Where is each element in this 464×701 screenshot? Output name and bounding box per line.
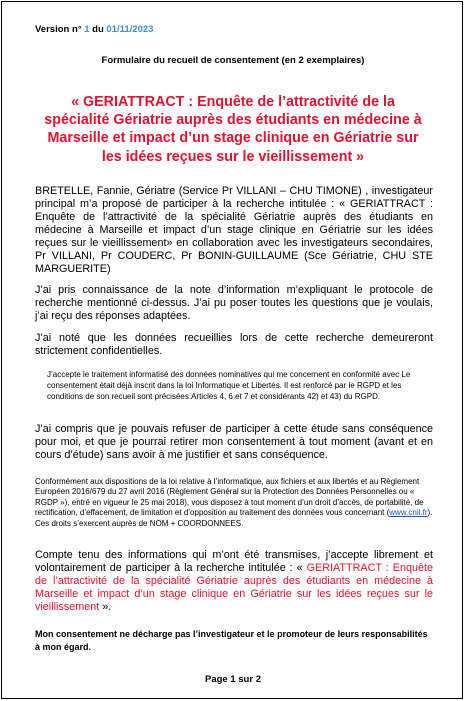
- version-number: 1: [84, 24, 90, 35]
- data-rights-note: [35, 477, 433, 529]
- confidentiality-paragraph: J’ai noté que les données recueillies lors de cette recherche demeureront strictement confidentielles.: [35, 332, 433, 357]
- knowledge-paragraph: J’ai pris connaissance de la note d’information m’expliquant le protocole de recherche mentionné ci-dessus. J’ai pu poser toutes les questions que je voulais, j’ai reçu des réponses adaptées.: [35, 284, 433, 322]
- acceptance-study-title: GERIATTRACT : Enquête de l’attractivité de la spécialité Gériatrie auprès des étudiants en médecine à Marseille et impact d’un stage clinique en Gériatrie sur les idées reçues sur le vieillissement: [35, 562, 433, 613]
- acceptance-text-after: ».: [102, 601, 112, 613]
- acceptance-text: Compte tenu des informations qui m’ont été transmises, j’accepte librement et volontairement de participer à la recherche intitulée : «: [35, 549, 433, 574]
- version-du: du: [92, 24, 104, 35]
- acceptance-paragraph: [35, 549, 433, 614]
- page-number: Page 1 sur 2: [205, 674, 261, 685]
- data-rights-text-after: ). Ces droits s’exercent auprès de NOM + COORDONNEES.: [35, 508, 433, 528]
- responsibility-paragraph: Mon consentement ne décharge pas l’investigateur et le promoteur de leurs responsabilités à mon égard.: [35, 629, 428, 652]
- intro-paragraph: BRETELLE, Fannie, Gériatre (Service Pr VILLANI – CHU TIMONE) , investigateur principal m’a proposé de participer à la recherche intitulée : « GERIATTRACT : Enquête de l’attractivité de la spécialité Gériatrie auprès des étudiants en médecine à Marseille et impact d’un stage clinique en Gériatrie sur les idées reçues sur le vieillissement» en collaboration avec les investigateurs secondaires, Pr VILLANI, Pr COUDERC, Pr BONIN-GUILLAUME (Sce Gériatrie, CHU STE MARGUERITE): [35, 185, 433, 275]
- cnil-link[interactable]: www.cnil.fr: [389, 508, 428, 518]
- study-title: « GERIATTRACT : Enquête de l’attractivité de la spécialité Gériatrie auprès des étudiants en médecine à Marseille et impact d’un stage clinique en Gériatrie sur les idées reçues sur le vieillissement »: [44, 94, 422, 165]
- rgpd-consent-note: J’accepte le traitement informatisé des données nominatives qui me concernent en conformité avec Le consentement était déjà inscrit dans la loi Informatique et Libertés. Il est renforcé par le RGPD et les conditions de son recueil sont précisées.Articles 4, 6 et 7 et considérants 42) et 43) du RGPD.: [47, 370, 411, 401]
- document-page: [1, 1, 463, 699]
- form-subtitle: Formulaire du recueil de consentement (en 2 exemplaires): [101, 55, 365, 66]
- version-line: [35, 24, 153, 35]
- version-prefix: Version n°: [35, 24, 82, 35]
- refusal-paragraph: J’ai compris que je pouvais refuser de participer à cette étude sans conséquence pour moi, et que je pourrai retirer mon consentement à tout moment (avant et en cours d’étude) sans avoir à me justifier et sans conséquence.: [35, 423, 433, 461]
- version-date: 01/11/2023: [106, 24, 154, 35]
- data-rights-text: Conformément aux dispositions de la loi relative à l’informatique, aux fichiers et aux libertés et au Règlement Européen 2016/679 du 27 avril 2016 (Règlement Général sur la Protection des Données Personnelles ou « RGDP »), entré en vigueur le 25 mai 2018), vous disposez à tout moment d’un droit d’accès, de portabilité, de rectification, d’effacement, de limitation et d’opposition au traitement des données vous concernant (: [35, 477, 424, 518]
